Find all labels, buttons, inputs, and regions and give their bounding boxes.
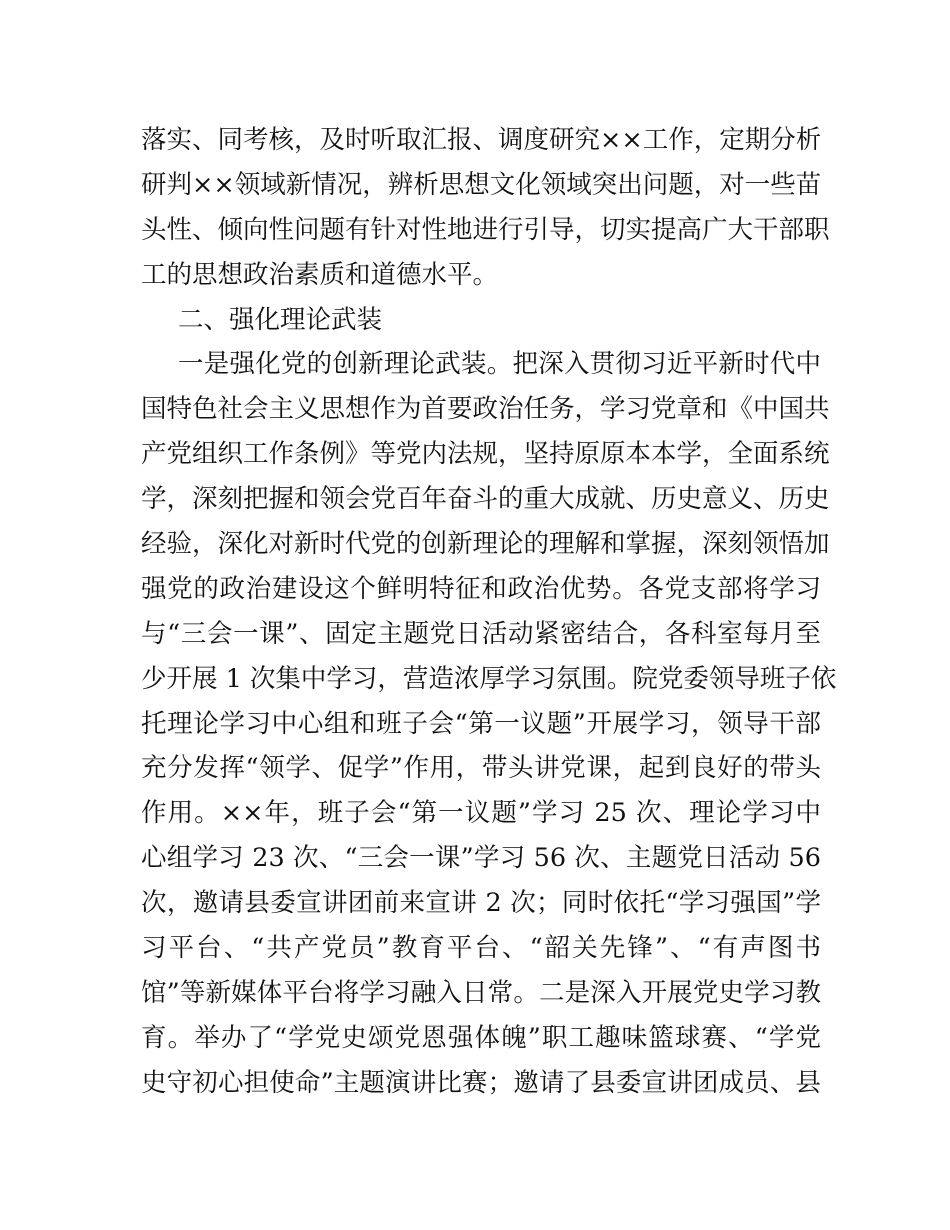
text-line: 充分发挥“领学、促学”作用，带头讲党课，起到良好的带头 bbox=[141, 753, 821, 784]
text-line: 习平台、“共产党员”教育平台、“韶关先锋”、“有声图书 bbox=[141, 933, 821, 964]
text-line: 落实、同考核，及时听取汇报、调度研究××工作，定期分析 bbox=[141, 125, 822, 155]
text-line: 国特色社会主义思想作为首要政治任务，学习党章和《中国共 bbox=[141, 394, 830, 425]
text-line: 育。举办了“学党史颂党恩强体魄”职工趣味篮球赛、“学党 bbox=[141, 1022, 821, 1053]
text-line: 强党的政治建设这个鲜明特征和政治优势。各党支部将学习 bbox=[141, 573, 821, 604]
text-line: 工的思想政治素质和道德水平。 bbox=[141, 259, 499, 290]
text-line: 史守初心担使命”主题演讲比赛；邀请了县委宣讲团成员、县 bbox=[141, 1067, 821, 1098]
text-line: 托理论学习中心组和班子会“第一议题”开展学习，领导干部 bbox=[141, 708, 821, 739]
text-line: 作用。××年，班子会“第一议题”学习 25 次、理论学习中 bbox=[141, 798, 821, 829]
text-line: 心组学习 23 次、“三会一课”学习 56 次、主题党日活动 56 bbox=[141, 843, 821, 874]
text-line: 头性、倾向性问题有针对性地进行引导，切实提高广大干部职 bbox=[141, 214, 830, 245]
text-line: 与“三会一课”、固定主题党日活动紧密结合，各科室每月至 bbox=[141, 618, 821, 649]
text-line: 一是强化党的创新理论武装。把深入贯彻习近平新时代中 bbox=[178, 349, 821, 380]
text-line: 学，深刻把握和领会党百年奋斗的重大成就、历史意义、历史 bbox=[141, 484, 830, 515]
text-line: 少开展 1 次集中学习，营造浓厚学习氛围。院党委领导班子依 bbox=[141, 663, 837, 694]
section-heading: 二、强化理论武装 bbox=[178, 304, 383, 335]
text-line: 产党组织工作条例》等党内法规，坚持原原本本学，全面系统 bbox=[141, 439, 830, 470]
text-line: 研判××领域新情况，辨析思想文化领域突出问题，对一些苗 bbox=[141, 169, 822, 200]
text-line: 馆”等新媒体平台将学习融入日常。二是深入开展党史学习教 bbox=[141, 977, 821, 1008]
text-line: 次，邀请县委宣讲团前来宣讲 2 次；同时依托“学习强国”学 bbox=[141, 888, 821, 919]
document-body bbox=[141, 118, 837, 1106]
text-line: 经验，深化对新时代党的创新理论的理解和掌握，深刻领悟加 bbox=[141, 529, 830, 560]
